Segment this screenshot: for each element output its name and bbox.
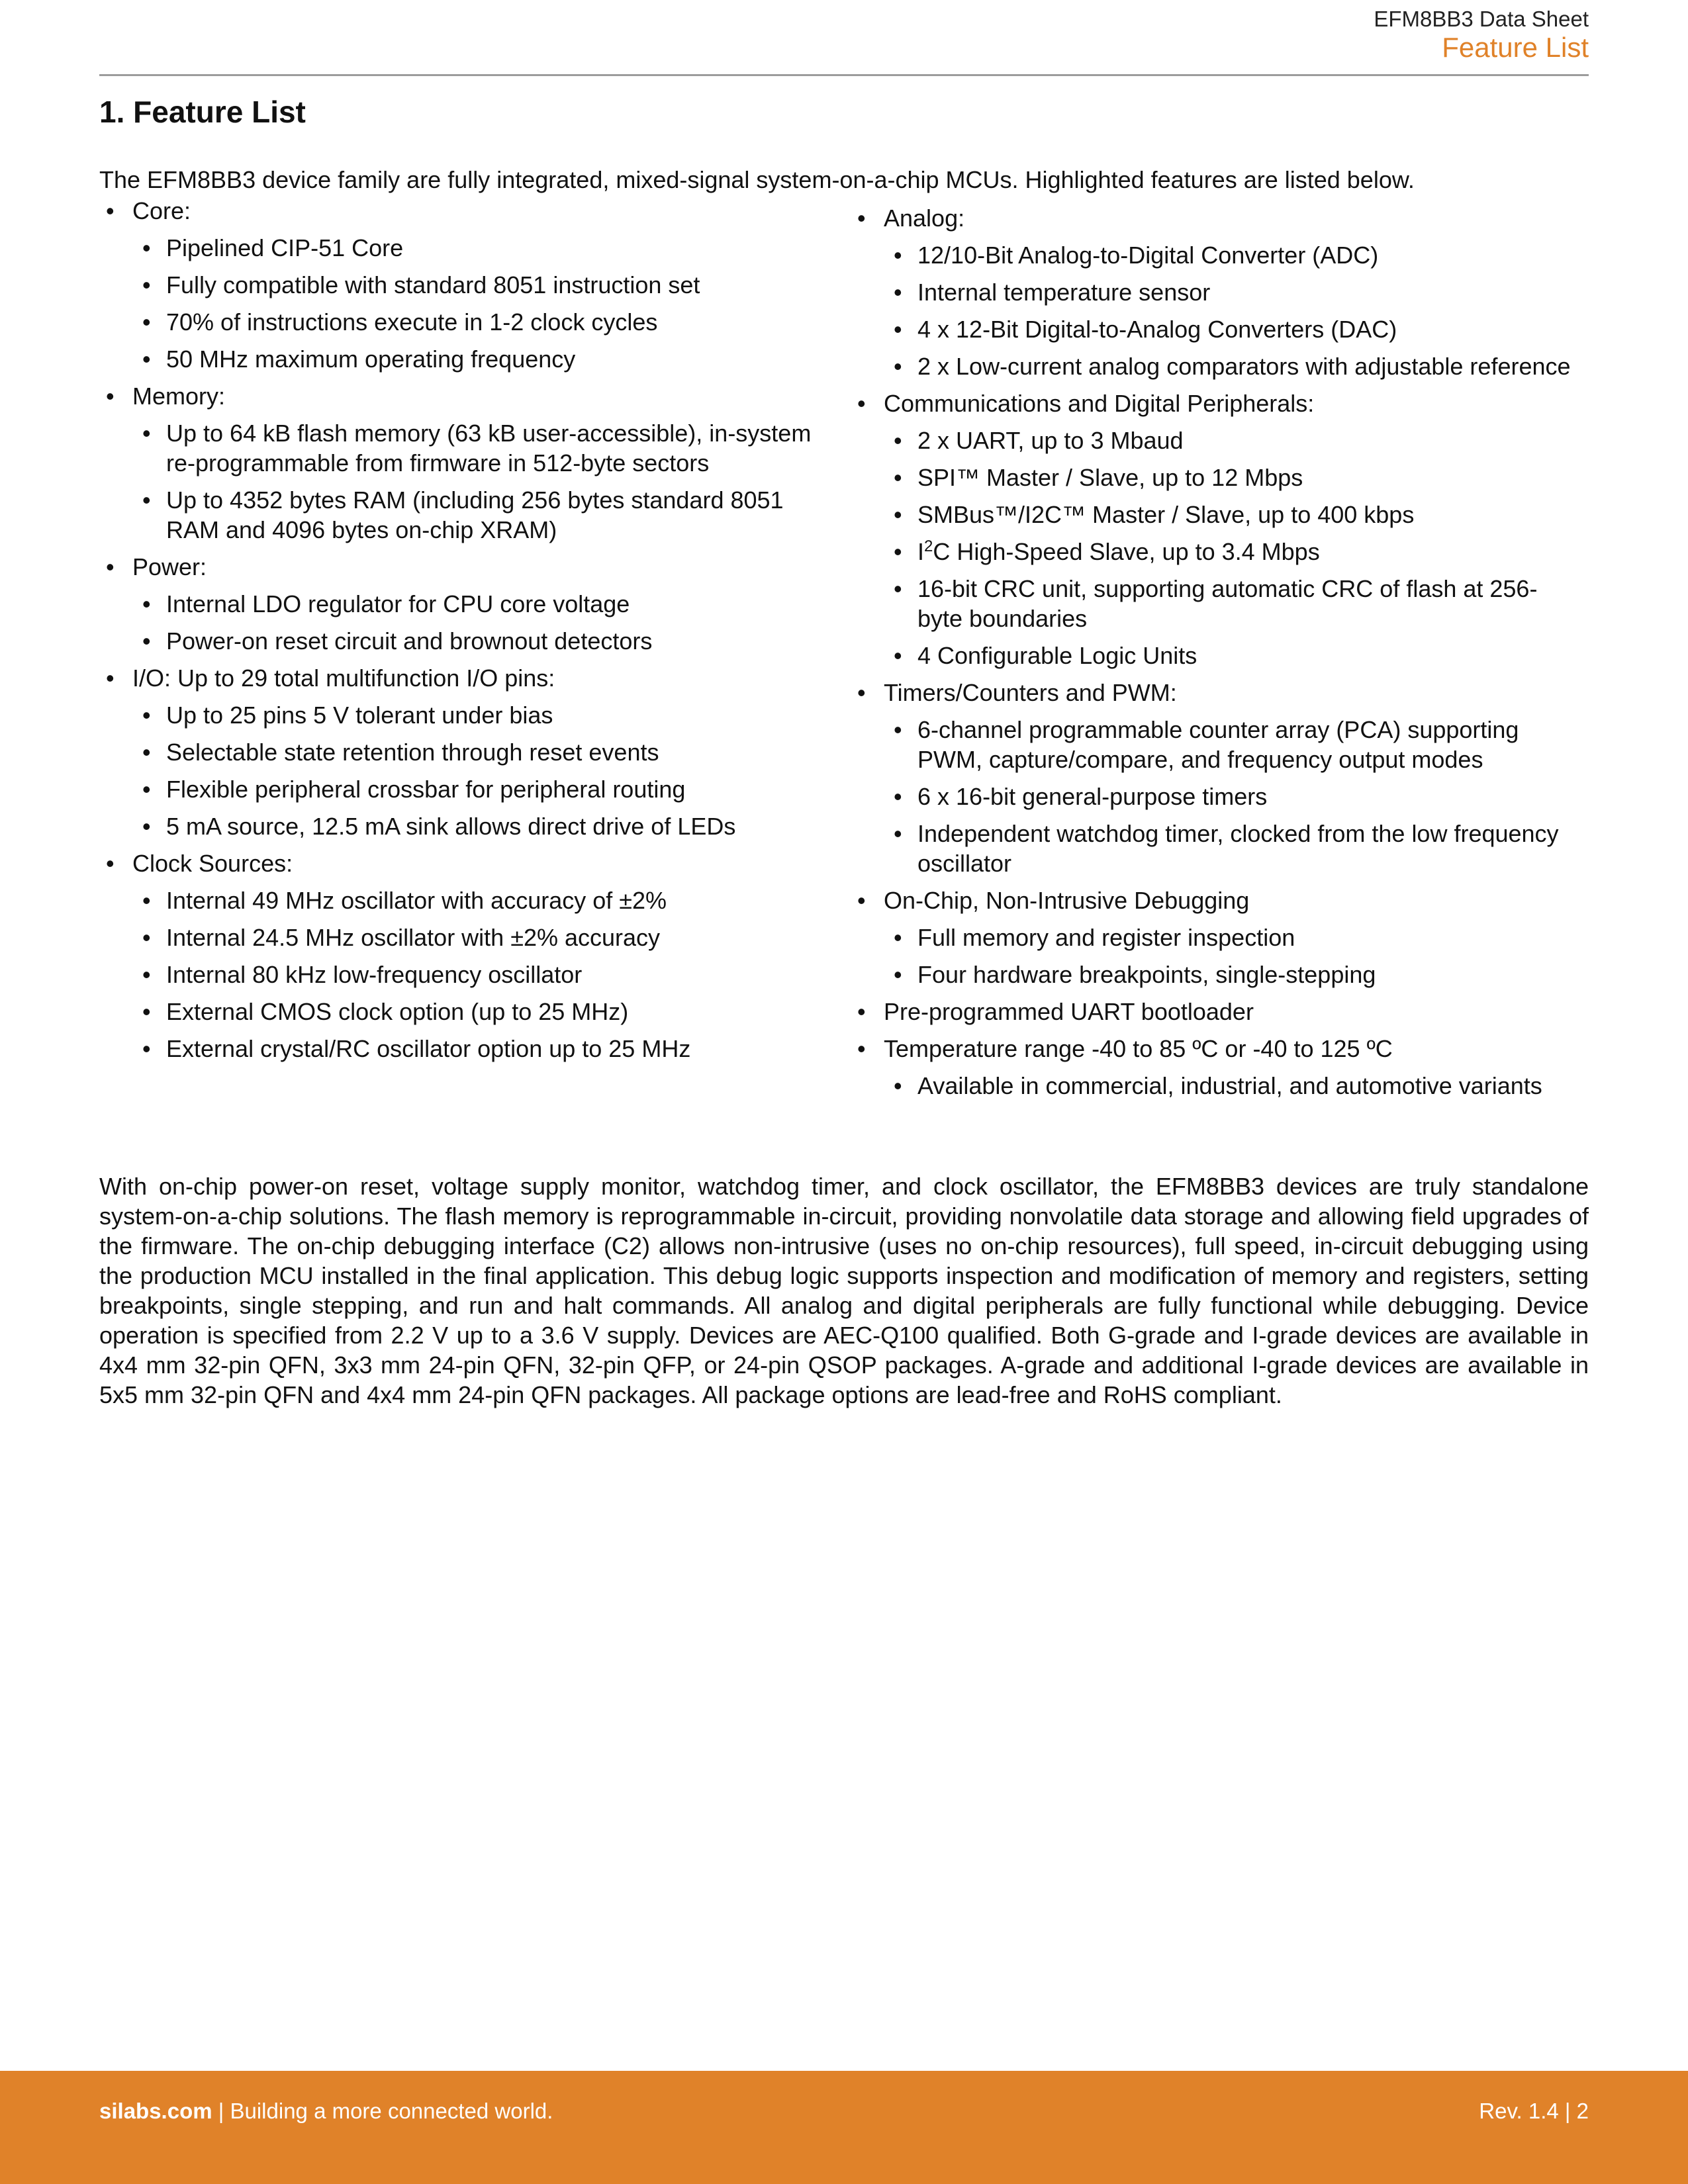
sub-list xyxy=(132,233,821,374)
list-item-label: I/O: Up to 29 total multifunction I/O pins: xyxy=(132,664,555,692)
list-item xyxy=(132,960,821,989)
list-item-text: 2 x Low-current analog comparators with adjustable reference xyxy=(917,353,1571,380)
feature-list-left xyxy=(99,196,821,1071)
bullet-icon: • xyxy=(894,924,902,951)
bullet-icon: • xyxy=(142,486,151,514)
list-item xyxy=(884,715,1572,774)
list-item xyxy=(884,537,1572,567)
list-item-label: Analog: xyxy=(884,205,965,232)
bullet-icon: • xyxy=(106,383,115,410)
list-item xyxy=(884,923,1572,952)
list-item-text: Selectable state retention through reset events xyxy=(166,739,659,766)
bullet-icon: • xyxy=(106,850,115,877)
list-item-text: Fully compatible with standard 8051 instruction set xyxy=(166,271,700,298)
feature-list-right xyxy=(851,203,1572,1108)
header-rule xyxy=(99,74,1589,76)
footer-revision: Rev. 1.4 | 2 xyxy=(1479,2099,1589,2123)
list-item xyxy=(884,426,1572,455)
list-item xyxy=(884,314,1572,344)
list-item-text: 12/10-Bit Analog-to-Digital Converter (ADC) xyxy=(917,242,1379,269)
list-item-text: 4 x 12-Bit Digital-to-Analog Converters (DAC) xyxy=(917,316,1397,343)
doc-name: EFM8BB3 Data Sheet xyxy=(1374,7,1589,31)
bullet-icon: • xyxy=(857,887,866,914)
list-item xyxy=(132,886,821,915)
bullet-icon: • xyxy=(857,1035,866,1062)
list-item xyxy=(132,923,821,952)
sub-list xyxy=(132,886,821,1064)
bullet-icon: • xyxy=(894,575,902,602)
list-item xyxy=(884,1071,1572,1101)
list-item xyxy=(132,344,821,374)
sub-list xyxy=(884,240,1572,381)
bullet-icon: • xyxy=(894,316,902,343)
bullet-icon: • xyxy=(142,739,151,766)
list-item-text: Internal LDO regulator for CPU core voltage xyxy=(166,590,630,617)
list-item-text: 6 x 16-bit general-purpose timers xyxy=(917,783,1268,810)
list-item xyxy=(851,1034,1572,1101)
bullet-icon: • xyxy=(106,197,115,224)
list-item-text: 4 Configurable Logic Units xyxy=(917,642,1197,669)
bullet-icon: • xyxy=(142,961,151,988)
bullet-icon: • xyxy=(142,234,151,261)
list-item-text: Independent watchdog timer, clocked from the low frequency oscillator xyxy=(917,820,1559,877)
bullet-icon: • xyxy=(894,501,902,528)
list-item-label: Pre-programmed UART bootloader xyxy=(884,998,1254,1025)
sub-list xyxy=(132,589,821,656)
list-item xyxy=(99,196,821,374)
bullet-icon: • xyxy=(142,345,151,373)
list-item-text: 50 MHz maximum operating frequency xyxy=(166,345,576,373)
list-item xyxy=(132,485,821,545)
sub-list xyxy=(884,923,1572,989)
list-item xyxy=(132,774,821,804)
bullet-icon: • xyxy=(894,353,902,380)
bullet-icon: • xyxy=(857,679,866,706)
bullet-icon: • xyxy=(894,279,902,306)
list-item xyxy=(884,782,1572,811)
list-item xyxy=(132,589,821,619)
bullet-icon: • xyxy=(142,702,151,729)
list-item-text: 16-bit CRC unit, supporting automatic CRC of flash at 256-byte boundaries xyxy=(917,575,1538,632)
list-item-label: On-Chip, Non-Intrusive Debugging xyxy=(884,887,1250,914)
list-item-label: Core: xyxy=(132,197,191,224)
list-item xyxy=(132,270,821,300)
bullet-icon: • xyxy=(894,427,902,454)
list-item-text: Up to 25 pins 5 V tolerant under bias xyxy=(166,702,553,729)
bullet-icon: • xyxy=(142,813,151,840)
list-item xyxy=(132,626,821,656)
bullet-icon: • xyxy=(894,961,902,988)
list-item-text: 5 mA source, 12.5 mA sink allows direct drive of LEDs xyxy=(166,813,736,840)
bullet-icon: • xyxy=(894,538,902,565)
sub-list xyxy=(884,426,1572,670)
list-item xyxy=(851,886,1572,989)
list-item-label: Communications and Digital Peripherals: xyxy=(884,390,1315,417)
list-item-text: 6-channel programmable counter array (PCA) supporting PWM, capture/compare, and frequency output modes xyxy=(917,716,1519,773)
bullet-icon: • xyxy=(142,420,151,447)
sub-list xyxy=(132,418,821,545)
list-item xyxy=(99,552,821,656)
i2c-item-sup: 2 xyxy=(924,537,933,555)
bullet-icon: • xyxy=(142,776,151,803)
list-item-text: Four hardware breakpoints, single-stepping xyxy=(917,961,1376,988)
list-item-label: Clock Sources: xyxy=(132,850,293,877)
bullet-icon: • xyxy=(894,716,902,743)
list-item-text: Power-on reset circuit and brownout detectors xyxy=(166,627,653,655)
bullet-icon: • xyxy=(142,887,151,914)
list-item-label: Memory: xyxy=(132,383,226,410)
bullet-icon: • xyxy=(894,783,902,810)
list-item xyxy=(851,997,1572,1026)
list-item-label: Temperature range -40 to 85 ºC or -40 to 125 ºC xyxy=(884,1035,1393,1062)
sub-list xyxy=(132,700,821,841)
list-item xyxy=(884,574,1572,633)
list-item xyxy=(884,960,1572,989)
bullet-icon: • xyxy=(857,390,866,417)
list-item-text: Full memory and register inspection xyxy=(917,924,1295,951)
list-item xyxy=(884,500,1572,529)
description-paragraph: With on-chip power-on reset, voltage supply monitor, watchdog timer, and clock oscillator, the EFM8BB3 devices are truly standalone system-on-a-chip solutions. The flash memory is reprogrammable in-circuit, providing nonvolatile data storage and allowing field upgrades of the firmware. The on-chip debugging interface (C2) allows non-intrusive (uses no on-chip resources), full speed, in-circuit debugging using the production MCU installed in the final application. This debug logic supports inspection and modification of memory and registers, setting breakpoints, single stepping, and run and halt commands. All analog and digital peripherals are fully functional while debugging. Device operation is specified from 2.2 V up to a 3.6 V supply. Devices are AEC-Q100 qualified. Both G-grade and I-grade devices are available in 4x4 mm 32-pin QFN, 3x3 mm 24-pin QFN, 32-pin QFP, or 24-pin QSOP packages. A-grade and additional I-grade devices are available in 5x5 mm 32-pin QFN and 4x4 mm 24-pin QFN packages. All package options are lead-free and RoHS compliant. xyxy=(99,1173,1589,1408)
list-item-text: Up to 4352 bytes RAM (including 256 bytes standard 8051 RAM and 4096 bytes on-chip XRAM) xyxy=(166,486,784,543)
bullet-icon: • xyxy=(894,242,902,269)
list-item-text: Pipelined CIP-51 Core xyxy=(166,234,404,261)
footer-left xyxy=(99,2099,553,2124)
list-item xyxy=(132,233,821,263)
bullet-icon: • xyxy=(106,664,115,692)
bullet-icon: • xyxy=(857,205,866,232)
bullet-icon: • xyxy=(142,271,151,298)
bullet-icon: • xyxy=(106,553,115,580)
page-title: 1. Feature List xyxy=(99,95,306,129)
list-item xyxy=(884,277,1572,307)
list-item-text: 70% of instructions execute in 1-2 clock cycles xyxy=(166,308,658,336)
list-item xyxy=(851,388,1572,670)
section-name: Feature List xyxy=(1442,32,1589,63)
intro-text: The EFM8BB3 device family are fully integrated, mixed-signal system-on-a-chip MCUs. Highlighted features are listed below. xyxy=(99,166,1415,193)
bullet-icon: • xyxy=(894,1072,902,1099)
footer-brand-link[interactable]: silabs.com xyxy=(99,2099,212,2123)
list-item xyxy=(132,1034,821,1064)
footer-bar xyxy=(0,2071,1688,2184)
list-item xyxy=(99,381,821,545)
list-item-label: Timers/Counters and PWM: xyxy=(884,679,1177,706)
list-item-text: 2 x UART, up to 3 Mbaud xyxy=(917,427,1184,454)
list-item-text: Internal temperature sensor xyxy=(917,279,1211,306)
footer-tagline: | Building a more connected world. xyxy=(212,2099,553,2123)
list-item xyxy=(132,997,821,1026)
list-item xyxy=(132,700,821,730)
list-item-text: Up to 64 kB flash memory (63 kB user-accessible), in-system re-programmable from firmware in 512-byte sectors xyxy=(166,420,812,477)
list-item-text: Flexible peripheral crossbar for peripheral routing xyxy=(166,776,686,803)
list-item-text: External crystal/RC oscillator option up to 25 MHz xyxy=(166,1035,691,1062)
list-item-text: SPI™ Master / Slave, up to 12 Mbps xyxy=(917,464,1303,491)
i2c-item-rest: C High-Speed Slave, up to 3.4 Mbps xyxy=(933,538,1320,565)
sub-list xyxy=(884,1071,1572,1101)
list-item xyxy=(99,848,821,1064)
bullet-icon: • xyxy=(894,642,902,669)
list-item-text: Available in commercial, industrial, and automotive variants xyxy=(917,1072,1542,1099)
list-item-text: Internal 24.5 MHz oscillator with ±2% accuracy xyxy=(166,924,661,951)
bullet-icon: • xyxy=(142,590,151,617)
bullet-icon: • xyxy=(894,820,902,847)
i2c-item-base: I xyxy=(917,538,925,565)
list-item-label: Power: xyxy=(132,553,207,580)
bullet-icon: • xyxy=(142,998,151,1025)
list-item xyxy=(132,307,821,337)
list-item xyxy=(884,351,1572,381)
sub-list xyxy=(884,715,1572,878)
list-item xyxy=(851,203,1572,381)
list-item xyxy=(851,678,1572,878)
list-item xyxy=(99,663,821,841)
list-item xyxy=(884,819,1572,878)
list-item-text: Internal 49 MHz oscillator with accuracy of ±2% xyxy=(166,887,667,914)
bullet-icon: • xyxy=(142,627,151,655)
bullet-icon: • xyxy=(142,924,151,951)
bullet-icon: • xyxy=(894,464,902,491)
list-item xyxy=(132,418,821,478)
list-item xyxy=(884,463,1572,492)
list-item xyxy=(132,737,821,767)
bullet-icon: • xyxy=(142,1035,151,1062)
list-item xyxy=(884,641,1572,670)
list-item-text: External CMOS clock option (up to 25 MHz) xyxy=(166,998,629,1025)
bullet-icon: • xyxy=(142,308,151,336)
list-item-text: SMBus™/I2C™ Master / Slave, up to 400 kbps xyxy=(917,501,1415,528)
list-item xyxy=(884,240,1572,270)
bullet-icon: • xyxy=(857,998,866,1025)
list-item-text: Internal 80 kHz low-frequency oscillator xyxy=(166,961,583,988)
list-item xyxy=(132,811,821,841)
